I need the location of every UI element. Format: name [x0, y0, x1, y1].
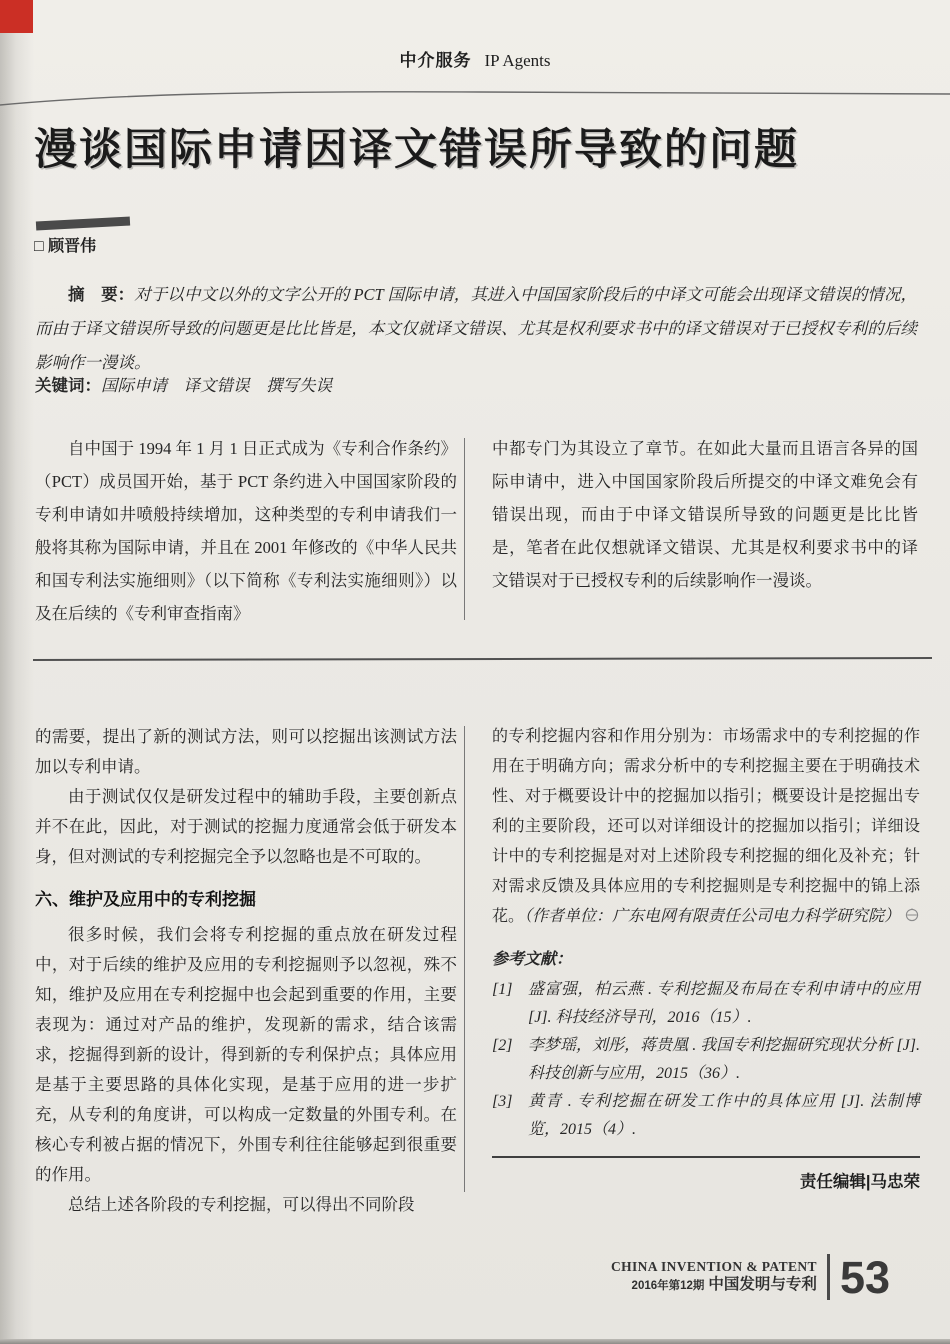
keywords-block: [35, 372, 917, 396]
summary-paragraph: 总结上述各阶段的专利挖掘，可以得出不同阶段: [68, 1195, 415, 1214]
author-accent-bar: [36, 217, 130, 231]
body-paragraph: 很多时候，我们会将专利挖掘的重点放在研发过程中，对于后续的维护及应用的专利挖掘则予以忽视，殊不知，维护及应用在专利挖掘中也会起到重要的作用，主要表现为：通过对产品的维护，发现新的需求，结合该需求，挖掘得到新的设计，得到新的专利保护点；具体应用是基于主要思路的具体化实现，是基于应用的进一步扩充，从专利的角度讲，可以构成一定数量的外围专利。在核心专利被占据的情况下，外围专利往往能够起到很重要的作用。: [35, 925, 457, 1184]
section-divider-rule: [33, 657, 932, 661]
reference-text: 盛富强，柏云燕 . 专利挖掘及布局在专利申请中的应用 [J]. 科技经济导刊，2016（15）.: [528, 981, 920, 1026]
lower-right-column: [492, 722, 920, 1197]
keywords-label: 关键词：: [35, 377, 101, 395]
page-header: [0, 46, 950, 71]
footer-divider-bar: [827, 1254, 830, 1300]
reference-number: [3]: [492, 1093, 513, 1110]
section-title-en: IP Agents: [484, 51, 551, 70]
page-number: 53: [839, 1251, 890, 1303]
journal-name-cn: 中国发明与专利: [708, 1276, 817, 1294]
intro-right-paragraph: 中都专门为其设立了章节。在如此大量而且语言各异的国际申请中，进入中国国家阶段后所提交的中译文难免会有错误出现，而由于中译文错误所导致的问题更是比比皆是，笔者在此仅想就译文错误、尤其是权利要求书中的译文错误对于已授权专利的后续影响作一漫谈。: [492, 439, 918, 590]
section-heading: 六、维护及应用中的专利挖掘: [35, 890, 256, 909]
editor-credit: 责任编辑|马忠荣: [492, 1156, 920, 1197]
article-title: 漫谈国际申请因译文错误所导致的问题: [34, 127, 799, 174]
references-block: [492, 946, 920, 1144]
end-of-article-icon: [905, 908, 919, 922]
reference-item: [492, 976, 920, 1032]
header-rule: [0, 86, 950, 110]
abstract-block: [35, 278, 917, 380]
abstract-text: 对于以中文以外的文字公开的 PCT 国际申请，其进入中国国家阶段后的中译文可能会出现译文错误的情况，而由于译文错误所导致的问题更是比比皆是，本文仅就译文错误、尤其是权利要求书中的译文错误对于已授权专利的后续影响作一漫谈。: [35, 285, 917, 372]
lower-column-divider: [464, 726, 465, 1192]
body-text: 的专利挖掘内容和作用分别为：市场需求中的专利挖掘的作用在于明确方向；需求分析中的专利挖掘主要在于明确技术性、对于概要设计中的挖掘加以指引；概要设计是挖掘出专利的主要阶段，还可以对详细设计的挖掘加以指引；详细设计中的专利挖掘是对对上述阶段专利挖掘的细化及补充；针对需求反馈及具体应用的专利挖掘则是专利挖掘中的锦上添花。: [492, 728, 920, 925]
corner-red-square: [0, 0, 33, 33]
journal-footer-text: [611, 1258, 817, 1296]
reference-text: 黄青 . 专利挖掘在研发工作中的具体应用 [J]. 法制博览，2015（4）.: [528, 1093, 920, 1138]
continuation-paragraph-right: [492, 722, 920, 932]
reference-item: [492, 1088, 920, 1144]
references-label: 参考文献：: [492, 951, 573, 968]
abstract-label: 摘 要：: [68, 286, 135, 304]
intro-right-column: [492, 432, 918, 597]
section-title-cn: 中介服务: [399, 51, 472, 70]
lower-left-column: [35, 722, 457, 1220]
journal-footer: [600, 1251, 890, 1303]
author-affiliation-note: （作者单位：广东电网有限责任公司电力科学研究院）: [524, 908, 901, 925]
reference-item: [492, 1032, 920, 1088]
intro-left-paragraph: 自中国于 1994 年 1 月 1 日正式成为《专利合作条约》（PCT）成员国开始，基于 PCT 条约进入中国国家阶段的专利申请如井喷般持续增加，这种类型的专利申请我们一般将其称为国际申请，并且在 2001 年修改的《中华人民共和国专利法实施细则》（以下简称《专利法实施细则》）以及在后续的《专利审查指南》: [35, 439, 457, 623]
journal-issue: 2016年第12期: [631, 1280, 705, 1293]
reference-number: [1]: [492, 981, 513, 998]
intro-column-divider: [464, 438, 465, 620]
reference-number: [2]: [492, 1037, 513, 1054]
reference-text: 李梦瑶，刘彤，蒋贵凰 . 我国专利挖掘研究现状分析 [J]. 科技创新与应用，2015（36）.: [528, 1037, 920, 1082]
journal-issue-line: [611, 1275, 817, 1296]
intro-left-column: [35, 432, 457, 630]
body-paragraph: 由于测试仅仅是研发过程中的辅助手段，主要创新点并不在此，因此，对于测试的挖掘力度通常会低于研发本身，但对测试的专利挖掘完全予以忽略也是不可取的。: [35, 787, 457, 866]
bottom-edge-shadow: [0, 1339, 950, 1344]
keywords-text: 国际申请 译文错误 撰写失误: [101, 376, 332, 395]
journal-name-en: CHINA INVENTION & PATENT: [610, 1258, 817, 1274]
continuation-paragraph: 的需要，提出了新的测试方法，则可以挖掘出该测试方法加以专利申请。: [35, 727, 457, 776]
author-name: □ 顾晋伟: [34, 238, 97, 255]
